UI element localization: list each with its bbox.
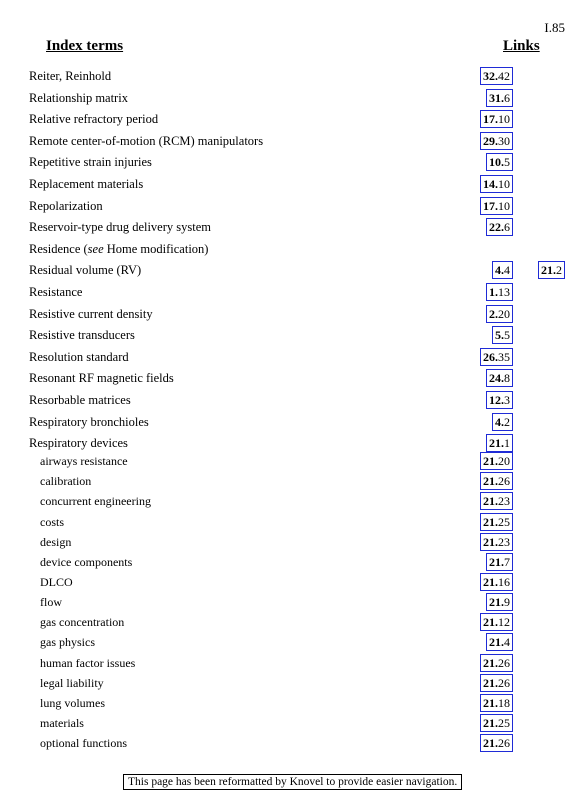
- index-term: [40, 613, 124, 631]
- page-link[interactable]: [486, 153, 513, 171]
- page-link-chapter: 32.: [483, 69, 498, 83]
- index-term-text: Resistive current density: [29, 306, 153, 321]
- index-term: [40, 553, 132, 571]
- index-term: [29, 153, 152, 171]
- index-term-text: Replacement materials: [29, 177, 144, 191]
- index-term-text: concurrent engineering: [40, 494, 151, 509]
- index-term-text: Resorbable matrices: [29, 393, 131, 407]
- page-link[interactable]: [480, 714, 513, 732]
- index-term: [40, 633, 95, 651]
- page-link-page: 5: [504, 328, 510, 343]
- page-link-page: 5: [504, 155, 510, 170]
- page-link-page: 12: [498, 615, 510, 630]
- page-link-page: 6: [504, 220, 510, 235]
- page-link[interactable]: [480, 613, 513, 631]
- page-link-page: 35: [498, 349, 510, 364]
- index-term: [29, 434, 128, 452]
- index-entry: [0, 218, 581, 236]
- index-term: [40, 513, 64, 531]
- index-entry: [0, 240, 581, 258]
- page-link-chapter: 10.: [489, 155, 504, 170]
- page-link-page: 4: [504, 635, 510, 650]
- index-term-text: costs: [40, 514, 64, 529]
- index-entry: [0, 110, 581, 128]
- page-link[interactable]: [486, 369, 513, 387]
- page-link-chapter: 21.: [483, 615, 498, 630]
- page-link-chapter: 5.: [495, 328, 504, 343]
- page-link-page: 2: [504, 414, 510, 429]
- index-term: [29, 413, 149, 431]
- index-term-text: Residence (: [29, 241, 88, 256]
- index-term-text: Residual volume (RV): [29, 263, 142, 278]
- index-term: [40, 452, 128, 470]
- page-link-chapter: 21.: [483, 736, 498, 751]
- index-term-text: Reiter, Reinhold: [29, 69, 112, 83]
- index-term-text: gas concentration: [40, 615, 125, 630]
- index-term-text: Resonant RF magnetic fields: [29, 371, 174, 386]
- page-link-page: 20: [498, 306, 510, 321]
- index-term: [29, 110, 158, 128]
- index-term: [40, 533, 71, 551]
- page-link[interactable]: [480, 513, 513, 531]
- page-link-chapter: 21.: [483, 474, 498, 489]
- page-link[interactable]: [492, 326, 513, 344]
- page-link-chapter: 2.: [489, 306, 498, 321]
- index-term-text: Reservoir-type drug delivery system: [29, 220, 211, 235]
- index-entry: [0, 175, 581, 193]
- index-term-text-after: Home modification): [103, 241, 209, 256]
- page-link-page: 4: [504, 263, 510, 278]
- page-link-chapter: 29.: [483, 133, 498, 148]
- index-entry: [0, 89, 581, 107]
- page-link-chapter: 21.: [483, 695, 498, 710]
- index-term: [40, 734, 127, 752]
- index-subentry: [0, 452, 581, 470]
- index-term-text: optional functions: [40, 736, 127, 751]
- page-link-page: 3: [504, 393, 510, 407]
- page-link-page: 26: [498, 675, 510, 690]
- index-term-text: Respiratory devices: [29, 436, 128, 451]
- page-link[interactable]: [480, 348, 513, 366]
- page-link[interactable]: [480, 67, 513, 85]
- page-link-chapter: 26.: [483, 349, 498, 364]
- page-link[interactable]: [480, 573, 513, 591]
- page-link-page: 42: [498, 69, 510, 83]
- page-link-chapter: 4.: [495, 414, 504, 429]
- page-link[interactable]: [480, 533, 513, 551]
- index-terms-header: Index terms: [46, 38, 124, 54]
- index-subentry: [0, 472, 581, 490]
- page-link-chapter: 21.: [483, 514, 498, 529]
- page-link-page: 25: [498, 514, 510, 529]
- index-term-text: lung volumes: [40, 695, 105, 710]
- index-entry: [0, 369, 581, 387]
- index-term: [29, 175, 143, 193]
- page-link-chapter: 4.: [495, 263, 504, 278]
- index-subentry: [0, 513, 581, 531]
- page-link-page: 1: [504, 436, 510, 451]
- page-link[interactable]: [486, 391, 513, 409]
- index-term: [29, 240, 208, 258]
- index-subentry: [0, 593, 581, 611]
- index-term-text: calibration: [40, 474, 92, 489]
- index-term-text: Relative refractory period: [29, 112, 159, 127]
- page-link[interactable]: [480, 132, 513, 150]
- index-subentry: [0, 734, 581, 752]
- index-subentry: [0, 492, 581, 510]
- page-link-page: 13: [498, 285, 510, 299]
- page-link[interactable]: [480, 674, 513, 692]
- page-link-page: 23: [498, 534, 510, 549]
- index-entry: [0, 261, 581, 279]
- index-term-text: Resistive transducers: [29, 328, 135, 343]
- index-term: [40, 492, 151, 510]
- page-link-page: 30: [498, 133, 510, 148]
- page-link-page: 7: [504, 554, 510, 569]
- page-link-page: 10: [498, 198, 510, 213]
- page-link[interactable]: [480, 734, 513, 752]
- page-link[interactable]: [480, 197, 513, 215]
- index-term: [40, 654, 135, 672]
- page-link-page: 20: [498, 454, 510, 468]
- index-term: [29, 326, 135, 344]
- index-term-text: Respiratory bronchioles: [29, 414, 149, 429]
- page-link[interactable]: [486, 283, 513, 301]
- index-term-text: human factor issues: [40, 655, 136, 670]
- index-subentry: [0, 573, 581, 591]
- page-link[interactable]: [486, 305, 513, 323]
- index-term-text: legal liability: [40, 675, 104, 690]
- index-term-text: Repetitive strain injuries: [29, 155, 152, 170]
- index-subentry: [0, 633, 581, 651]
- index-entry: [0, 197, 581, 215]
- index-subentry: [0, 533, 581, 551]
- index-subentry: [0, 654, 581, 672]
- index-term: [29, 369, 174, 387]
- index-term-text: DLCO: [40, 574, 73, 589]
- index-term-text: design: [40, 534, 72, 549]
- page-link-chapter: 21.: [483, 655, 498, 670]
- index-entry: [0, 434, 581, 452]
- index-subentry: [0, 674, 581, 692]
- page-link-chapter: 21.: [483, 574, 498, 589]
- knovel-footer-note: This page has been reformatted by Knovel to provide easier navigation.: [123, 774, 462, 790]
- index-term: [40, 714, 84, 732]
- page-link[interactable]: [480, 110, 513, 128]
- index-term: [29, 197, 103, 215]
- index-term: [29, 218, 211, 236]
- page-link-chapter: 31.: [489, 90, 504, 105]
- index-subentry: [0, 714, 581, 732]
- page-link-chapter: 17.: [483, 112, 498, 127]
- index-entry: [0, 67, 581, 85]
- page-link[interactable]: [480, 654, 513, 672]
- page-link-page: 26: [498, 736, 510, 751]
- index-term-text: device components: [40, 554, 133, 569]
- index-term-text: Resolution standard: [29, 349, 129, 364]
- page-number: I.85: [544, 20, 565, 35]
- page-link-page: 23: [498, 494, 510, 509]
- index-term: [29, 348, 129, 366]
- page-link-page: 26: [498, 655, 510, 670]
- links-header: Links: [503, 38, 540, 54]
- page-link[interactable]: [486, 553, 513, 571]
- index-term: [29, 283, 82, 301]
- page-link[interactable]: [480, 452, 513, 470]
- page-link-page: 16: [498, 574, 510, 589]
- index-subentry: [0, 613, 581, 631]
- index-term: [29, 132, 263, 150]
- index-term: [29, 391, 131, 409]
- page-link-chapter: 21.: [483, 534, 498, 549]
- index-term: [29, 89, 128, 107]
- index-term: [40, 674, 104, 692]
- page-link[interactable]: [480, 175, 513, 193]
- index-entry: [0, 413, 581, 431]
- index-term: [29, 305, 153, 323]
- page-link[interactable]: [480, 492, 513, 510]
- page-link-chapter: 14.: [483, 177, 498, 191]
- index-term-text: Relationship matrix: [29, 90, 128, 105]
- page-link[interactable]: [486, 633, 513, 651]
- index-term-text: materials: [40, 716, 84, 730]
- index-entry: [0, 283, 581, 301]
- page-link[interactable]: [486, 593, 513, 611]
- page-link[interactable]: [486, 218, 513, 236]
- index-entry: [0, 348, 581, 366]
- page-link-chapter: 21.: [489, 436, 504, 451]
- page-link-chapter: 21.: [489, 554, 504, 569]
- page-link[interactable]: [538, 261, 565, 279]
- page-link-page: 6: [504, 90, 510, 105]
- index-entry: [0, 326, 581, 344]
- index-term-text: Remote center-of-motion (RCM) manipulators: [29, 133, 264, 148]
- page-link-chapter: 21.: [489, 635, 504, 650]
- index-entry: [0, 153, 581, 171]
- page-link-chapter: 17.: [483, 198, 498, 213]
- page-link-page: 2: [556, 263, 562, 278]
- index-term: [29, 261, 141, 279]
- page-link-chapter: 12.: [489, 393, 504, 407]
- index-term-text: Resistance: [29, 285, 83, 299]
- page-link[interactable]: [492, 413, 513, 431]
- index-term: [40, 593, 62, 611]
- page-link-page: 25: [498, 716, 510, 730]
- page-link-chapter: 21.: [483, 675, 498, 690]
- index-term: [29, 67, 111, 85]
- index-term: [40, 694, 105, 712]
- page-link-chapter: 21.: [489, 595, 504, 609]
- page-link-chapter: 24.: [489, 371, 504, 386]
- index-term-text: airways resistance: [40, 454, 128, 468]
- page-link-page: 9: [504, 595, 510, 609]
- page-link[interactable]: [480, 472, 513, 490]
- index-entry: [0, 132, 581, 150]
- page-link-chapter: 21.: [483, 454, 498, 468]
- index-subentry: [0, 553, 581, 571]
- index-entry: [0, 391, 581, 409]
- page-link-chapter: 21.: [541, 263, 556, 278]
- index-term-text: gas physics: [40, 635, 95, 650]
- index-entry: [0, 305, 581, 323]
- page-link[interactable]: [480, 694, 513, 712]
- index-term: [40, 472, 91, 490]
- index-subentry: [0, 694, 581, 712]
- index-term-text: Repolarization: [29, 198, 103, 213]
- page-link-page: 10: [498, 112, 510, 127]
- page-link[interactable]: [492, 261, 513, 279]
- page-link-page: 26: [498, 474, 510, 489]
- page-link-chapter: 21.: [483, 494, 498, 509]
- page-link[interactable]: [486, 89, 513, 107]
- page-link-page: 18: [498, 695, 510, 710]
- index-term: [40, 573, 73, 591]
- page-link-page: 8: [504, 371, 510, 386]
- page-link-page: 10: [498, 177, 510, 191]
- page-link[interactable]: [486, 434, 513, 452]
- page-link-chapter: 22.: [489, 220, 504, 235]
- page-link-chapter: 1.: [489, 285, 498, 299]
- page-link-chapter: 21.: [483, 716, 498, 730]
- index-term-see: see: [87, 241, 104, 256]
- index-term-text: flow: [40, 595, 62, 609]
